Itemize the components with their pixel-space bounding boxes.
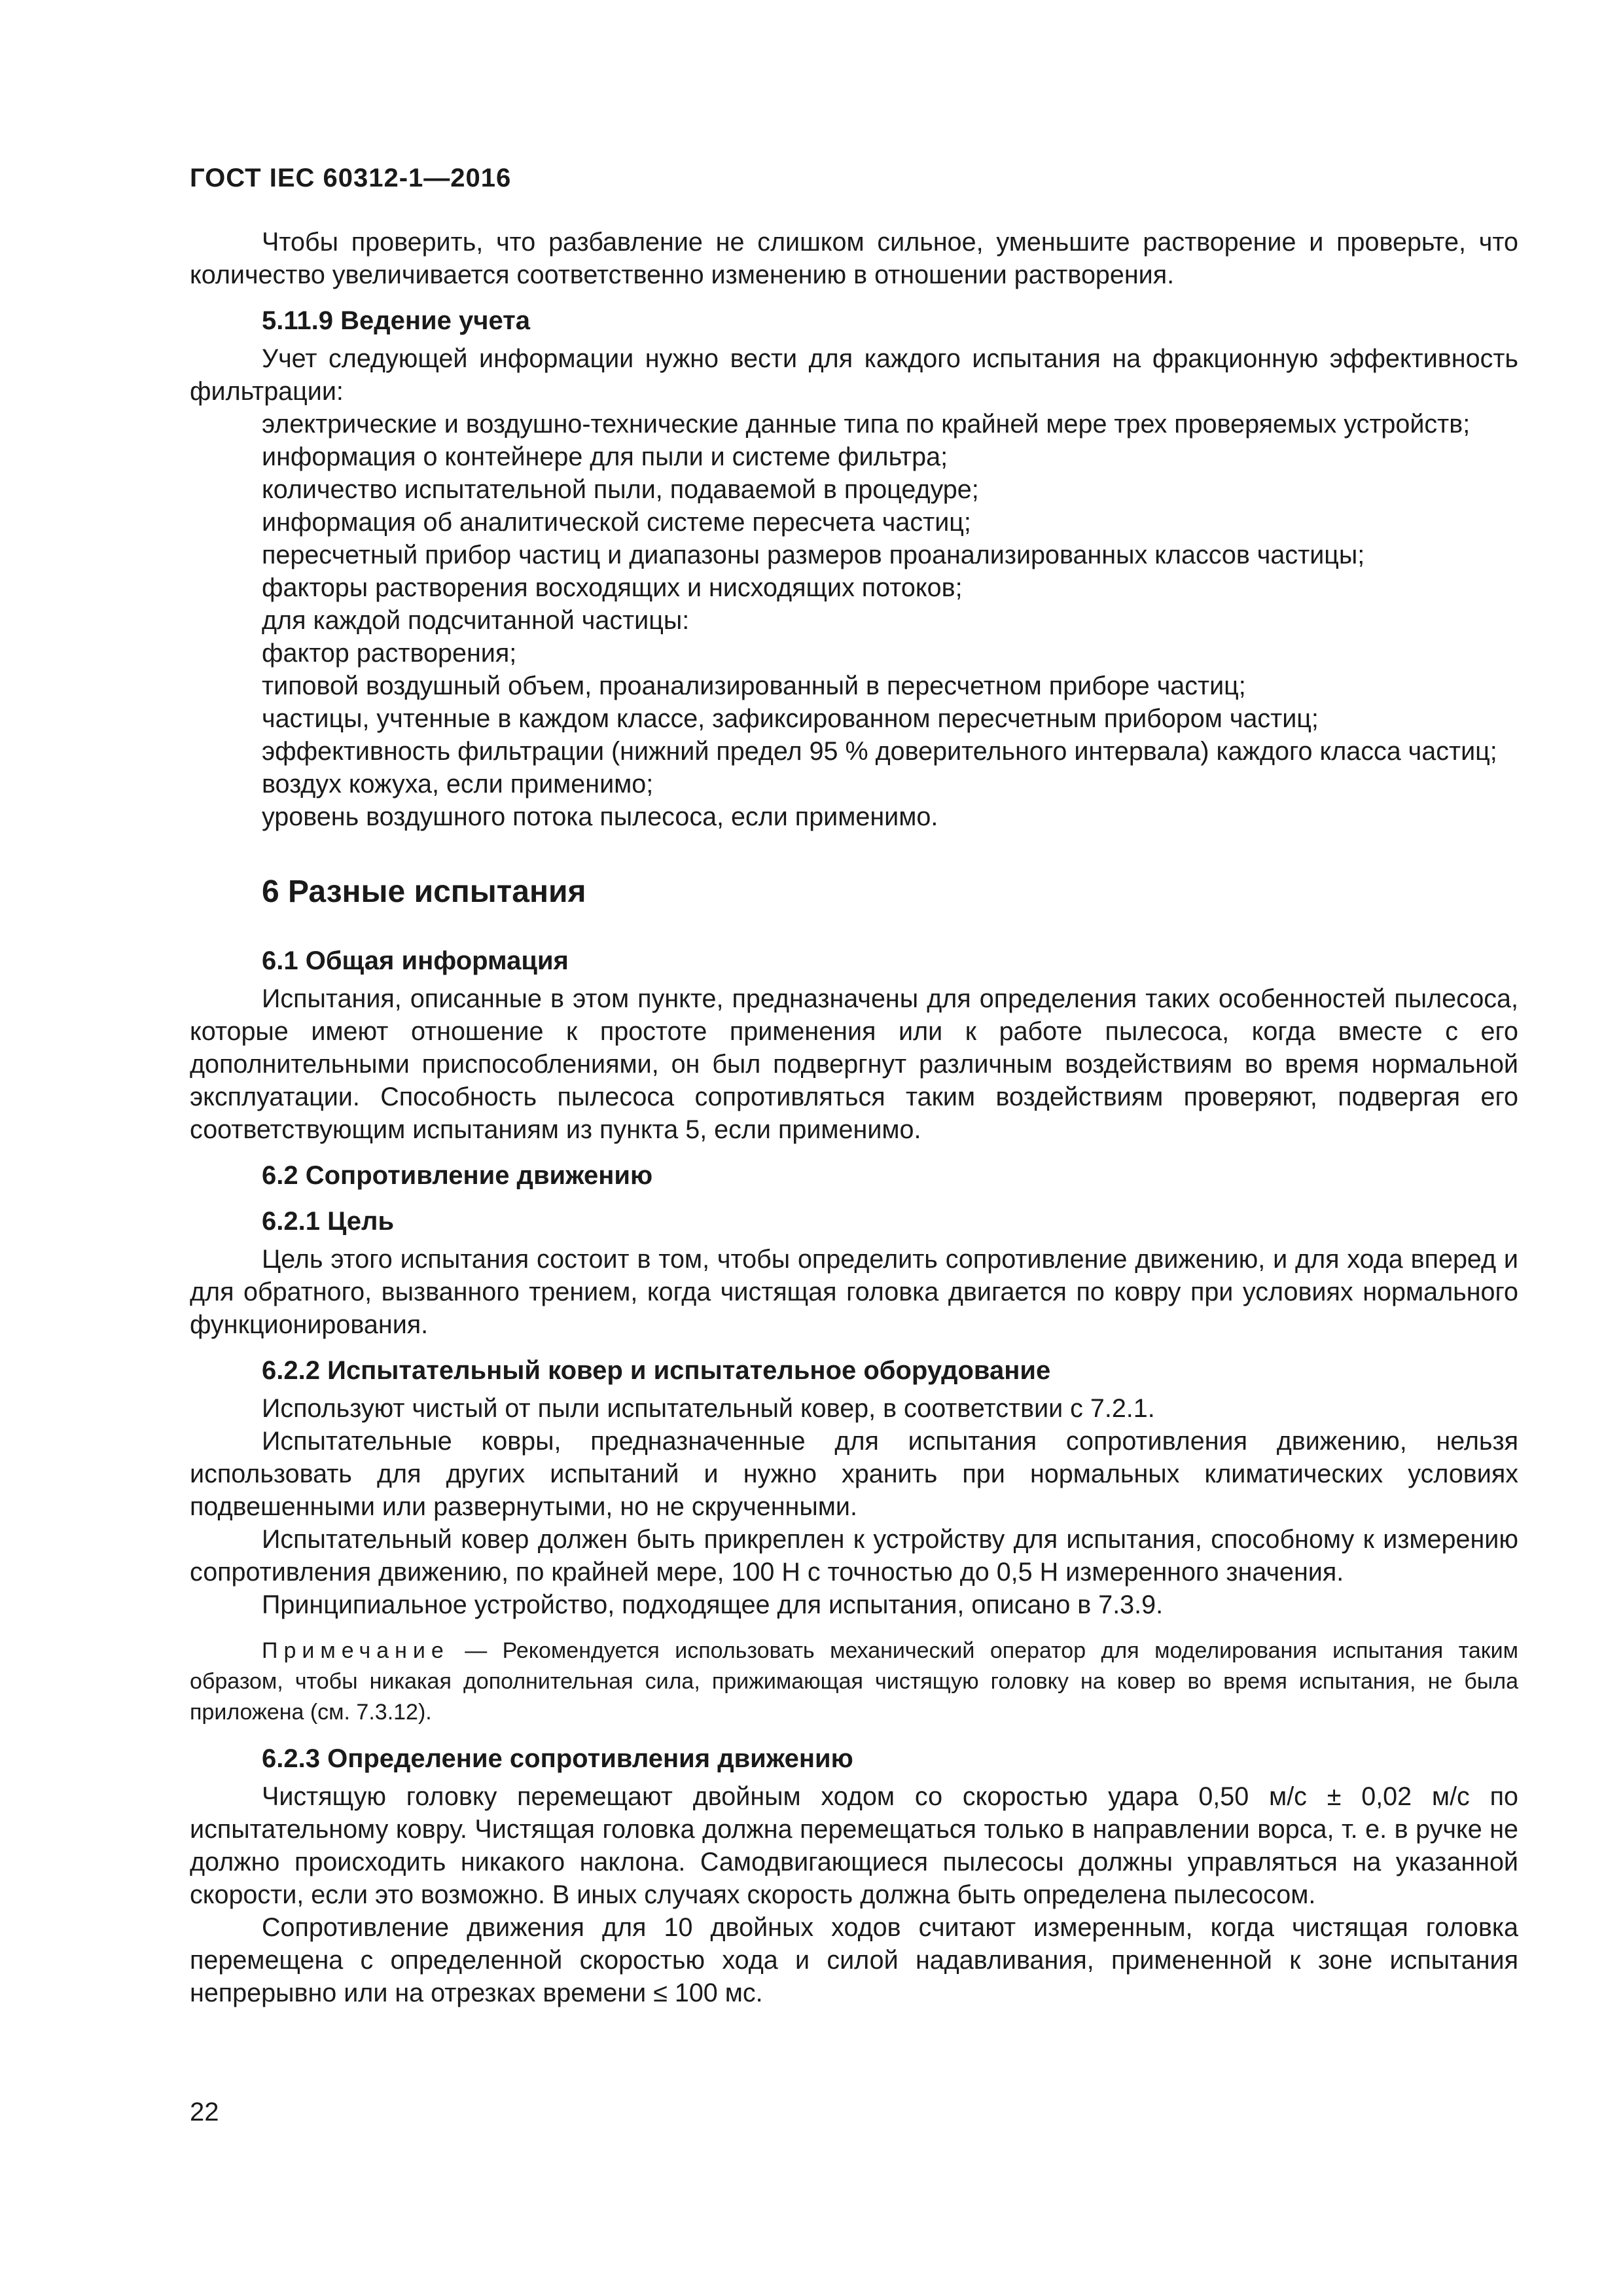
list-item: уровень воздушного потока пылесоса, если применимо. [262, 802, 938, 831]
list-item: пересчетный прибор частиц и диапазоны размеров проанализированных классов частицы; [262, 541, 1365, 569]
heading-6-2: 6.2 Сопротивление движению [262, 1161, 653, 1190]
heading-6-2-2: 6.2.2 Испытательный ковер и испытательное оборудование [262, 1356, 1051, 1385]
document-header: ГОСТ IEC 60312-1—2016 [190, 164, 512, 192]
list-item: для каждой подсчитанной частицы: [262, 606, 690, 635]
note-label: Примечание [262, 1638, 450, 1663]
paragraph-6-2-2b: Испытательные ковры, предназначенные для испытания сопротивления движению, нельзя использовать для других испытаний и нужно хранить при нормальных климатических условиях подвешенными или развернутыми, но не скрученными. [190, 1427, 1518, 1521]
paragraph-6-1: Испытания, описанные в этом пункте, предназначены для определения таких особенностей пылесоса, которые имеют отношение к простоте применения или к работе пылесоса, когда вместе с его дополнительными приспособлениями, он был подвергнут различным воздействиям во время нормальной эксплуатации. Способность пылесоса сопротивляться таким воздействиям проверяют, подвергая его соответствующим испытаниям из пункта 5, если применимо. [190, 984, 1518, 1144]
list-item: типовой воздушный объем, проанализированный в пересчетном приборе частиц; [262, 672, 1246, 700]
document-page [190, 0, 1518, 2296]
list-item: фактор растворения; [262, 639, 517, 668]
paragraph-6-2-2a: Используют чистый от пыли испытательный ковер, в соответствии с 7.2.1. [262, 1394, 1155, 1423]
list-item: информация об аналитической системе пересчета частиц; [262, 508, 971, 537]
heading-5-11-9: 5.11.9 Ведение учета [262, 306, 531, 335]
heading-6-2-1: 6.2.1 Цель [262, 1207, 395, 1236]
paragraph-dilution: Чтобы проверить, что разбавление не слишком сильное, уменьшите растворение и проверьте, что количество увеличивается соответственно изменению в отношении растворения. [190, 228, 1518, 289]
paragraph-6-2-3b: Сопротивление движения для 10 двойных ходов считают измеренным, когда чистящая головка перемещена с определенной скоростью хода и силой надавливания, примененной к зоне испытания непрерывно или на отрезках времени ≤ 100 мс. [190, 1913, 1518, 2007]
list-item: частицы, учтенные в каждом классе, зафиксированном пересчетным прибором частиц; [262, 704, 1319, 733]
document-body [190, 226, 1518, 2009]
list-item: факторы растворения восходящих и нисходящих потоков; [262, 573, 963, 602]
note-text: — Рекомендуется использовать механический оператор для моделирования испытания таким образом, чтобы никакая дополнительная сила, прижимающая чистящую головку на ковер во время испытания, не была приложена (см. 7.3.12). [190, 1638, 1518, 1725]
list-item: информация о контейнере для пыли и системе фильтра; [262, 442, 948, 471]
page-number: 22 [190, 2098, 219, 2126]
list-item: эффективность фильтрации (нижний предел 95 % доверительного интервала) каждого класса частиц; [262, 737, 1497, 766]
list-item: воздух кожуха, если применимо; [262, 770, 654, 798]
paragraph-6-2-3a: Чистящую головку перемещают двойным ходом со скоростью удара 0,50 м/с ± 0,02 м/с по испытательному ковру. Чистящая головка должна перемещаться только в направлении ворса, т. е. в ручке не должно происходить никакого наклона. Самодвигающиеся пылесосы должны управляться на указанной скорости, если это возможно. В иных случаях скорость должна быть определена пылесосом. [190, 1782, 1518, 1909]
note [190, 1636, 1518, 1728]
paragraph-6-2-1: Цель этого испытания состоит в том, чтобы определить сопротивление движению, и для хода вперед и для обратного, вызванного трением, когда чистящая головка двигается по ковру при условиях нормального функционирования. [190, 1245, 1518, 1339]
list-item: электрические и воздушно-технические данные типа по крайней мере трех проверяемых устройств; [262, 410, 1471, 439]
heading-6-1: 6.1 Общая информация [262, 946, 569, 975]
paragraph-6-2-2c: Испытательный ковер должен быть прикреплен к устройству для испытания, способному к измерению сопротивления движению, по крайней мере, 100 Н с точностью до 0,5 Н измеренного значения. [190, 1525, 1518, 1587]
list-item: количество испытательной пыли, подаваемой в процедуре; [262, 475, 979, 504]
heading-6-2-3: 6.2.3 Определение сопротивления движению [262, 1744, 853, 1773]
paragraph-6-2-2d: Принципиальное устройство, подходящее для испытания, описано в 7.3.9. [262, 1590, 1164, 1619]
paragraph-record-intro: Учет следующей информации нужно вести для каждого испытания на фракционную эффективность фильтрации: [190, 344, 1518, 406]
heading-section-6: 6 Разные испытания [262, 874, 586, 909]
